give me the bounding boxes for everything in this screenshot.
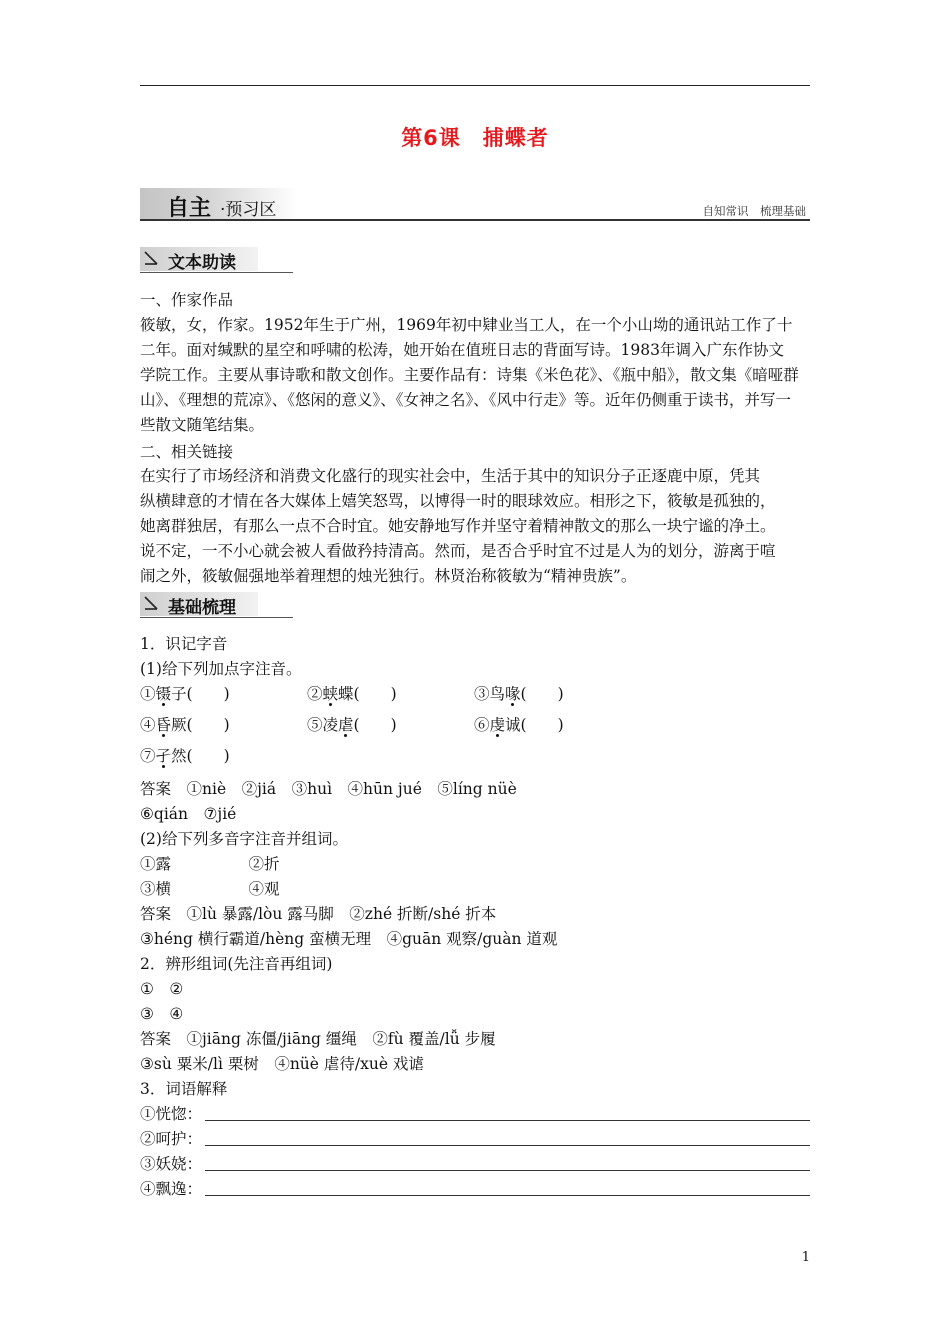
- author-line: 山》、《理想的荒凉》、《悠闲的意义》、《女神之名》、《风中行走》等。近年仍侧重于读书，并写一: [140, 391, 792, 409]
- answer-2-line1: 答案 ①lù 暴露/lòu 露马脚 ②zhé 折断/shé 折本: [140, 905, 497, 923]
- text-reading-header: [140, 247, 295, 273]
- related-line: 说不定，一不小心就会被人看做矜持清高。然而，是否合乎时宜不过是人为的划分，游离于喧: [140, 542, 776, 560]
- term-label: ②呵护：: [140, 1130, 203, 1148]
- q2-title: 2．辨形组词(先注音再组词): [140, 955, 333, 973]
- answer-blank-line[interactable]: [205, 1195, 810, 1196]
- q3-title: 3．词语解释: [140, 1080, 228, 1098]
- section-subtitle: ·预习区: [220, 200, 277, 220]
- answer-2-line2: ③héng 横行霸道/hèng 蛮横无理 ④guān 观察/guàn 道观: [140, 930, 558, 948]
- pinyin-item: ④昏厥( ): [140, 716, 230, 734]
- related-paragraph: [140, 464, 810, 589]
- section-tagline: 自知常识 梳理基础: [702, 204, 806, 218]
- form-row: ③ ④: [140, 1005, 184, 1023]
- author-line: 学院工作。主要从事诗歌和散文创作。主要作品有：诗集《米色花》、《瓶中船》，散文集《暗哑群: [140, 366, 799, 384]
- term-label: ④飘逸：: [140, 1180, 203, 1198]
- lesson-title: 第6课 捕蝶者: [401, 126, 549, 150]
- answer-blank-line[interactable]: [205, 1170, 810, 1171]
- section-main-title: 自主: [167, 196, 212, 221]
- related-line: 她离群独居，有那么一点不合时宜。她安静地写作并坚守着精神散文的那么一块宁谧的净土。: [140, 517, 776, 535]
- pinyin-item: ③鸟喙( ): [474, 685, 564, 703]
- pinyin-item: ②蛱蝶( ): [307, 685, 397, 703]
- pinyin-item: ⑦孑然( ): [140, 747, 230, 765]
- related-line: 纵横肆意的才情在各大媒体上嬉笑怒骂，以博得一时的眼球效应。相形之下，筱敏是孤独的，: [140, 492, 776, 510]
- top-rule: [140, 85, 810, 86]
- answer-3-line1: 答案 ①jiāng 冻僵/jiāng 缰绳 ②fù 覆盖/lǚ 步履: [140, 1030, 496, 1048]
- basics-label: 基础梳理: [168, 598, 236, 618]
- form-row: ① ②: [140, 980, 184, 998]
- pinyin-item: ⑤凌虐( ): [307, 716, 397, 734]
- answer-blank-line[interactable]: [205, 1145, 810, 1146]
- pinyin-item: ①镊子( ): [140, 685, 230, 703]
- polyphone-row: ①露 ②折: [140, 855, 280, 873]
- corner-mark-icon: [143, 595, 159, 611]
- pinyin-item: ⑥虔诚( ): [474, 716, 564, 734]
- author-line: 些散文随笔结集。: [140, 416, 265, 434]
- term-label: ①恍惚：: [140, 1105, 203, 1123]
- q1-part1-instruction: (1)给下列加点字注音。: [140, 660, 302, 678]
- answer-1-line2: ⑥qián ⑦jié: [140, 805, 237, 823]
- related-line: 在实行了市场经济和消费文化盛行的现实社会中，生活于其中的知识分子正逐鹿中原，凭其: [140, 467, 761, 485]
- section-header: [140, 188, 810, 222]
- basics-header: [140, 592, 295, 618]
- term-label: ③妖娆：: [140, 1155, 203, 1173]
- author-line: 筱敏，女，作家。1952年生于广州，1969年初中肄业当工人，在一个小山坳的通讯站工作了十: [140, 316, 793, 334]
- answer-1-line1: 答案 ①niè ②jiá ③huì ④hūn jué ⑤líng nüè: [140, 780, 517, 798]
- author-line: 二年。面对缄默的星空和呼啸的松涛，她开始在值班日志的背面写诗。1983年调入广东作协文: [140, 341, 784, 359]
- author-paragraph: [140, 313, 810, 438]
- page-number: 1: [801, 1250, 810, 1265]
- text-reading-label: 文本助读: [168, 253, 236, 273]
- q1-part2-instruction: (2)给下列多音字注音并组词。: [140, 830, 348, 848]
- answer-blank-line[interactable]: [205, 1120, 810, 1121]
- author-works-heading: 一、作家作品: [140, 291, 234, 309]
- polyphone-row: ③横 ④观: [140, 880, 280, 898]
- section-underline: [140, 219, 810, 221]
- answer-3-line2: ③sù 粟米/lì 栗树 ④nüè 虐待/xuè 戏谑: [140, 1055, 424, 1073]
- related-line: 闹之外，筱敏倔强地举着理想的烛光独行。林贤治称筱敏为“精神贵族”。: [140, 567, 637, 585]
- related-links-heading: 二、相关链接: [140, 443, 234, 461]
- q1-title: 1．识记字音: [140, 635, 228, 653]
- corner-mark-icon: [143, 250, 159, 266]
